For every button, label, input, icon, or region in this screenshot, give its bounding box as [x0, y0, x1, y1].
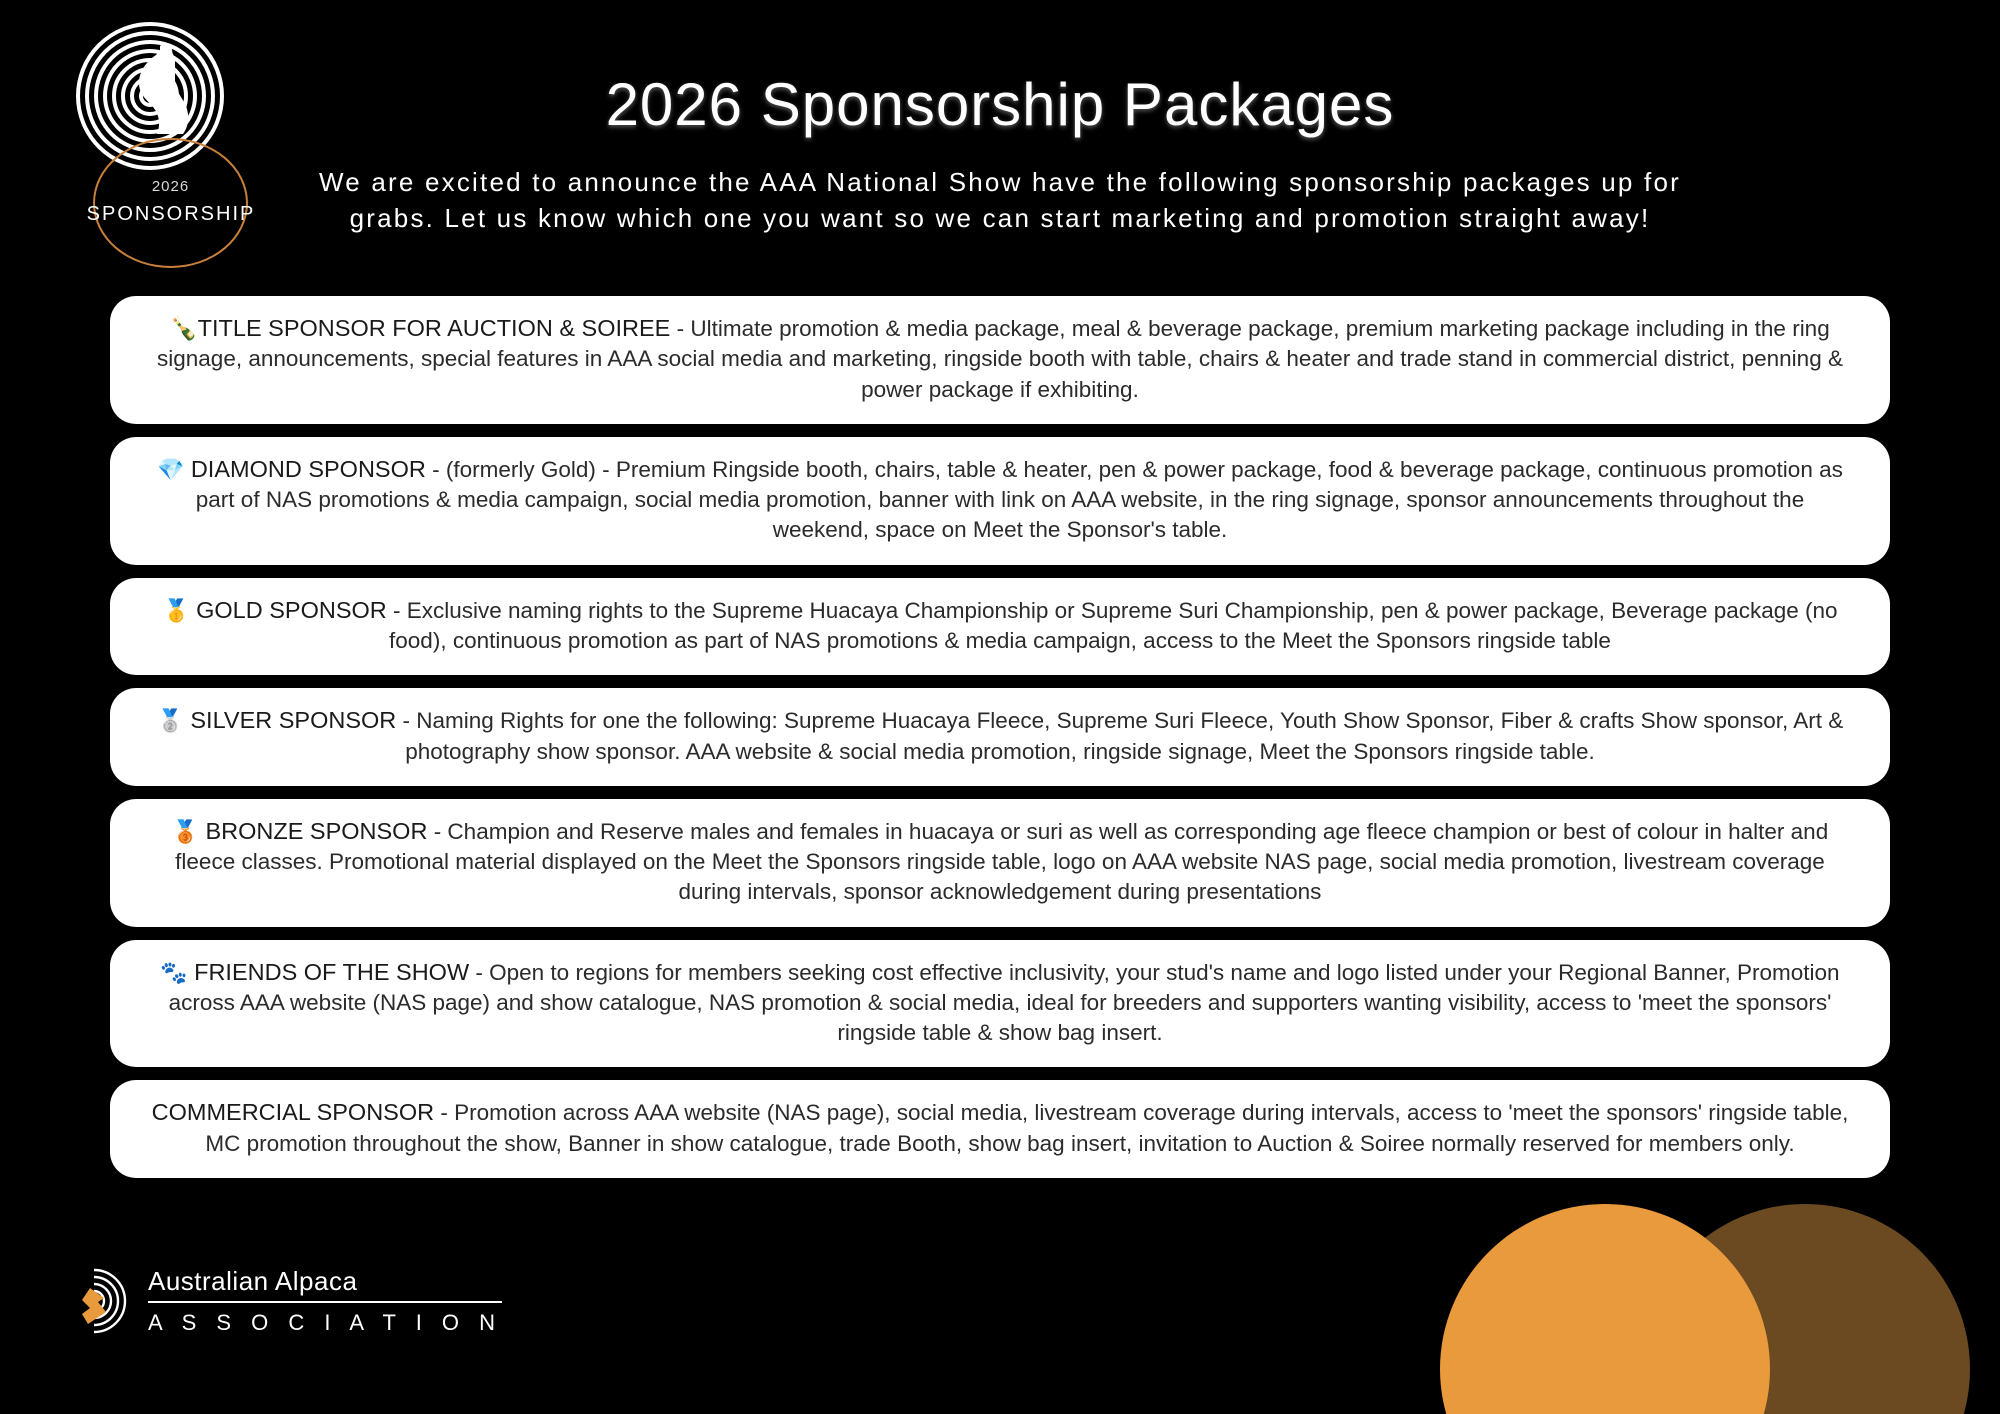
package-card-commercial-sponsor[interactable] [110, 1080, 1890, 1178]
package-description: - Champion and Reserve males and females in huacaya or suri as well as corresponding age fleece champion or best of colour in halter and fleece classes. Promotional material displayed on the Meet the Sponsors ringside table, logo on AAA website NAS page, social media promotion, livestream coverage during intervals, sponsor acknowledgement during presentations [175, 818, 1829, 905]
package-description: - (formerly Gold) - Premium Ringside booth, chairs, table & heater, pen & power package, food & beverage package, continuous promotion as part of NAS promotions & media campaign, social media promotion, banner with link on AAA website, in the ring signage, sponsor announcements throughout the weekend, space on Meet the Sponsor's table. [195, 456, 1843, 543]
package-card-bronze-sponsor[interactable] [110, 799, 1890, 927]
diamond-icon: 💎 [157, 456, 185, 482]
logo-sponsorship-word: SPONSORSHIP [86, 203, 256, 225]
silver-medal-icon: 🥈 [156, 708, 185, 734]
package-card-silver-sponsor[interactable] [110, 688, 1890, 786]
package-description: - Open to regions for members seeking cost effective inclusivity, your stud's name and logo listed under your Regional Banner, Promotion across AAA website (NAS page) and show catalogue, NAS promotion & social media, ideal for breeders and supporters wanting visibility, access to 'meet the sponsors' ringside table & show bag insert. [168, 959, 1840, 1046]
packages-list [110, 296, 1890, 1178]
page-header [0, 0, 2000, 290]
package-name: BRONZE SPONSOR [205, 817, 428, 844]
footer-wordmark [148, 1266, 502, 1336]
logo-year: 2026 [151, 178, 190, 195]
package-card-gold-sponsor[interactable] [110, 578, 1890, 676]
package-description: - Ultimate promotion & media package, meal & beverage package, premium marketing package including in the ring signage, announcements, special features in AAA social media and marketing, ringside booth with table, chairs & heater and trade stand in commercial district, penning & power package if exhibiting. [157, 316, 1843, 402]
page-subtitle: We are excited to announce the AAA National Show have the following sponsorship packages up for grabs. Let us know which one you want so we can start marketing and promotion straight away! [319, 167, 1681, 233]
package-card-friends-of-the-show[interactable] [110, 940, 1890, 1068]
package-name: COMMERCIAL SPONSOR [151, 1099, 435, 1126]
package-card-diamond-sponsor[interactable] [110, 437, 1890, 565]
bronze-medal-icon: 🥉 [171, 818, 200, 844]
package-name: SILVER SPONSOR [190, 707, 397, 734]
footer [60, 1266, 502, 1336]
package-name: DIAMOND SPONSOR [190, 455, 426, 482]
package-name: GOLD SPONSOR [196, 596, 387, 623]
sponsorship-logo-badge [45, 18, 256, 253]
package-name: FRIENDS OF THE SHOW [194, 958, 470, 985]
package-description: - Promotion across AAA website (NAS page), social media, livestream coverage during intervals, access to 'meet the sponsors' ringside table, MC promotion throughout the show, Banner in show catalogue, trade Booth, show bag insert, invitation to Auction & Soiree normally reserved for members only. [205, 1100, 1849, 1156]
package-name: TITLE SPONSOR FOR AUCTION & SOIREE [197, 315, 671, 341]
package-description: - Naming Rights for one the following: Supreme Huacaya Fleece, Supreme Suri Fleece, Youth Show Sponsor, Fiber & crafts Show sponsor, Art & photography show sponsor. AAA website & social media promotion, ringside signage, Meet the Sponsors ringside table. [396, 708, 1844, 764]
gold-medal-icon: 🥇 [162, 597, 190, 623]
package-card-title-sponsor[interactable] [110, 296, 1890, 424]
paw-prints-icon: 🐾 [160, 959, 188, 985]
package-description: - Exclusive naming rights to the Supreme Huacaya Championship or Supreme Suri Championship, pen & power package, Beverage package (no food), continuous promotion as part of NAS promotions & media campaign, access to the Meet the Sponsors ringside table [386, 597, 1838, 654]
footer-line-2: A S S O C I A T I O N [148, 1310, 503, 1335]
alpaca-association-logo-icon [60, 1266, 130, 1336]
champagne-bottle-icon: 🍾 [170, 316, 198, 341]
footer-line-1: Australian Alpaca [148, 1266, 502, 1303]
page-title: 2026 Sponsorship Packages [605, 71, 1395, 138]
